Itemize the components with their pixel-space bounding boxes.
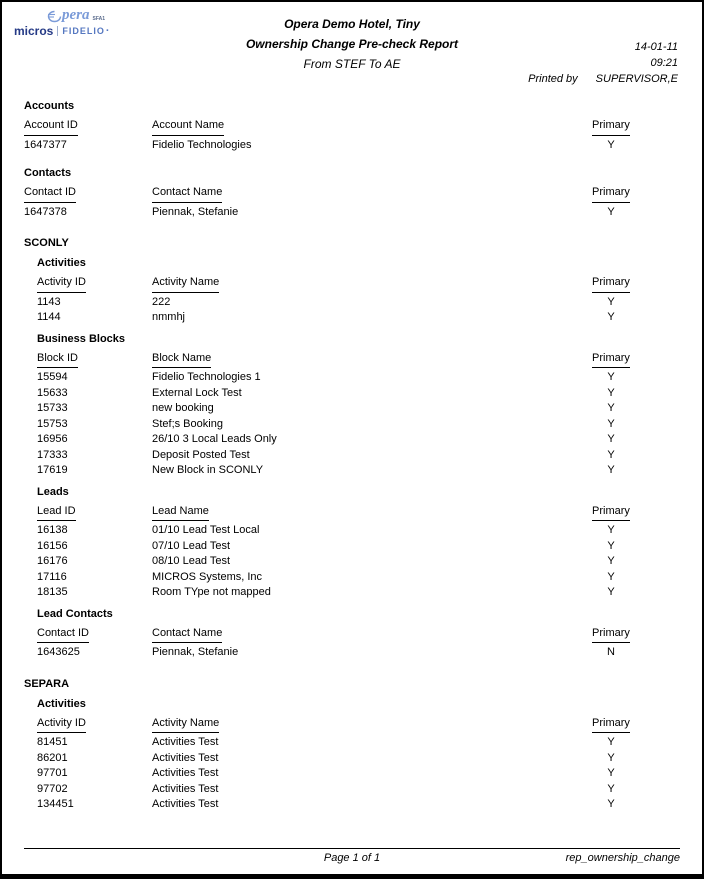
cell-name: Activities Test	[152, 751, 219, 764]
table-activities	[37, 275, 680, 326]
column-header-label: Contact ID	[24, 185, 76, 203]
cell-primary: Y	[607, 205, 615, 218]
footer-divider	[24, 848, 680, 849]
section-title-lead-contacts: Lead Contacts	[37, 607, 113, 620]
cell-primary: Y	[607, 417, 615, 430]
cell-name: Piennak, Stefanie	[152, 205, 239, 218]
table-accounts	[24, 118, 680, 153]
column-header-contact-name	[152, 185, 590, 205]
cell-name: Fidelio Technologies	[152, 138, 252, 151]
cell-name: Activities Test	[152, 767, 219, 779]
cell-name: 07/10 Lead Test	[152, 539, 231, 552]
cell-name: Activities Test	[152, 782, 219, 795]
column-header-label: Account Name	[152, 118, 224, 136]
fidelio-logo-text: FIDELIO	[62, 26, 105, 36]
group-title-separa: SEPARA	[24, 677, 70, 690]
printed-by-row	[528, 71, 678, 87]
column-header-label: Lead Name	[152, 504, 209, 522]
cell-name: 01/10 Lead Test Local	[152, 524, 260, 536]
cell-name: Activities Test	[152, 736, 219, 748]
cell-name: Fidelio Technologies 1	[152, 371, 261, 383]
cell-primary: Y	[607, 782, 615, 795]
cell-name: Room TYpe not mapped	[152, 586, 271, 598]
report-footer	[24, 848, 680, 866]
column-header-label: Primary	[592, 118, 630, 136]
cell-name: Stef;s Booking	[152, 417, 223, 430]
column-header-label: Activity ID	[37, 275, 86, 293]
column-header-label: Primary	[592, 626, 630, 644]
column-header-label: Contact Name	[152, 626, 222, 644]
column-header-primary	[590, 351, 632, 371]
cell-primary: Y	[607, 555, 615, 567]
column-header-label: Block Name	[152, 351, 211, 369]
section-title-leads: Leads	[37, 485, 69, 498]
cell-name: MICROS Systems, Inc	[152, 570, 263, 583]
sfa-logo-text: SFA1	[92, 16, 105, 22]
micros-logo-text: micros	[14, 24, 54, 38]
opera-swirl-icon	[47, 10, 62, 23]
opera-logo-text: pera	[61, 7, 90, 23]
cell-primary: Y	[607, 311, 615, 323]
column-header-contact-id	[24, 185, 152, 205]
printed-by-label: Printed by	[528, 73, 578, 85]
cell-primary: Y	[607, 295, 615, 308]
column-header-primary	[590, 118, 632, 138]
cell-name: External Lock Test	[152, 386, 242, 399]
cell-name: 26/10 3 Local Leads Only	[152, 433, 277, 445]
column-header-label: Account ID	[24, 118, 78, 136]
cell-primary: Y	[607, 751, 615, 764]
cell-id: 16138	[37, 524, 68, 536]
cell-primary: Y	[607, 433, 615, 445]
cell-id: 17116	[37, 570, 67, 583]
column-header-label: Primary	[592, 716, 630, 734]
column-header-lead-name	[152, 504, 590, 524]
page-number: Page 1 of 1	[323, 852, 381, 864]
printed-by-user: SUPERVISOR,E	[595, 73, 678, 85]
print-time: 09:21	[650, 57, 678, 69]
report-subtitle: From STEF To AE	[303, 57, 401, 71]
cell-primary: Y	[607, 386, 615, 399]
column-header-primary	[590, 504, 632, 524]
cell-id: 15594	[37, 371, 68, 383]
cell-name: 08/10 Lead Test	[152, 555, 231, 567]
cell-id: 97702	[37, 782, 68, 795]
column-header-primary	[590, 185, 632, 205]
column-header-label: Activity ID	[37, 716, 86, 734]
section-title-contacts: Contacts	[24, 167, 72, 179]
column-header-label: Contact ID	[37, 626, 89, 644]
section-title-activities: Activities	[37, 257, 86, 269]
group-title-sconly: SCONLY	[24, 237, 69, 249]
column-header-activity-name	[152, 716, 590, 736]
column-header-label: Primary	[592, 504, 630, 522]
column-header-contact-id	[37, 626, 152, 646]
column-header-label: Primary	[592, 185, 630, 203]
column-header-block-name	[152, 351, 590, 371]
section-title-activities: Activities	[37, 697, 86, 710]
cell-id: 86201	[37, 751, 68, 764]
cell-primary: Y	[607, 736, 615, 748]
cell-primary: Y	[607, 138, 615, 151]
cell-name: Activities Test	[152, 798, 219, 810]
report-header	[2, 2, 702, 86]
cell-primary: Y	[607, 448, 615, 461]
cell-primary: Y	[607, 570, 615, 583]
report-title: Ownership Change Pre-check Report	[245, 37, 459, 51]
cell-id: 15633	[37, 386, 68, 399]
column-header-activity-id	[37, 275, 152, 295]
cell-name: 222	[152, 295, 171, 308]
report-code: rep_ownership_change	[565, 852, 680, 864]
section-title-accounts: Accounts	[24, 100, 75, 112]
cell-name: Deposit Posted Test	[152, 448, 250, 461]
micros-fidelio-line	[14, 24, 124, 38]
fidelio-dot-icon: ·	[105, 25, 110, 37]
report-body	[2, 99, 702, 813]
cell-id: 1144	[37, 311, 61, 323]
cell-id: 134451	[37, 798, 74, 810]
column-header-block-id	[37, 351, 152, 371]
column-header-label: Primary	[592, 351, 630, 369]
column-header-contact-name	[152, 626, 590, 646]
cell-id: 1647377	[24, 138, 67, 151]
column-header-label: Block ID	[37, 351, 78, 369]
column-header-primary	[590, 626, 632, 646]
cell-id: 15733	[37, 402, 68, 414]
cell-primary: Y	[607, 798, 615, 810]
cell-primary: Y	[607, 524, 615, 536]
hotel-name: Opera Demo Hotel, Tiny	[284, 17, 420, 31]
cell-id: 15753	[37, 417, 68, 430]
column-header-label: Contact Name	[152, 185, 222, 203]
cell-primary: Y	[607, 402, 615, 414]
cell-id: 16176	[37, 555, 68, 567]
column-header-account-id	[24, 118, 152, 138]
cell-id: 16956	[37, 433, 68, 445]
cell-id: 97701	[37, 767, 68, 779]
cell-name: Piennak, Stefanie	[152, 646, 239, 658]
cell-primary: N	[607, 646, 615, 658]
table-contacts	[24, 185, 680, 220]
column-header-primary	[590, 716, 632, 736]
table-activities	[37, 716, 680, 813]
column-header-label: Primary	[592, 275, 630, 293]
cell-id: 18135	[37, 586, 68, 598]
table-business-blocks	[37, 351, 680, 479]
cell-primary: Y	[607, 464, 615, 476]
cell-primary: Y	[607, 767, 615, 779]
cell-name: New Block in SCONLY	[152, 464, 264, 476]
column-header-label: Activity Name	[152, 716, 219, 734]
cell-name: new booking	[152, 402, 214, 414]
section-title-business-blocks: Business Blocks	[37, 332, 126, 345]
cell-id: 17333	[37, 448, 68, 461]
print-meta	[528, 39, 678, 87]
column-header-lead-id	[37, 504, 152, 524]
column-header-account-name	[152, 118, 590, 138]
cell-id: 1643625	[37, 646, 80, 658]
logo-divider	[57, 26, 58, 36]
cell-primary: Y	[607, 371, 615, 383]
opera-micros-fidelio-logo	[14, 8, 124, 38]
table-lead-contacts	[37, 626, 680, 661]
print-date: 14-01-11	[634, 41, 678, 53]
column-header-primary	[590, 275, 632, 295]
cell-primary: Y	[607, 539, 615, 552]
cell-id: 81451	[37, 736, 68, 748]
column-header-activity-id	[37, 716, 152, 736]
opera-logo-line	[28, 8, 124, 23]
column-header-label: Lead ID	[37, 504, 76, 522]
table-leads	[37, 504, 680, 601]
cell-id: 16156	[37, 539, 68, 552]
cell-id: 1647378	[24, 205, 67, 218]
column-header-activity-name	[152, 275, 590, 295]
cell-id: 17619	[37, 464, 68, 476]
cell-id: 1143	[37, 295, 61, 308]
cell-name: nmmhj	[152, 311, 186, 323]
column-header-label: Activity Name	[152, 275, 219, 293]
cell-primary: Y	[607, 586, 615, 598]
